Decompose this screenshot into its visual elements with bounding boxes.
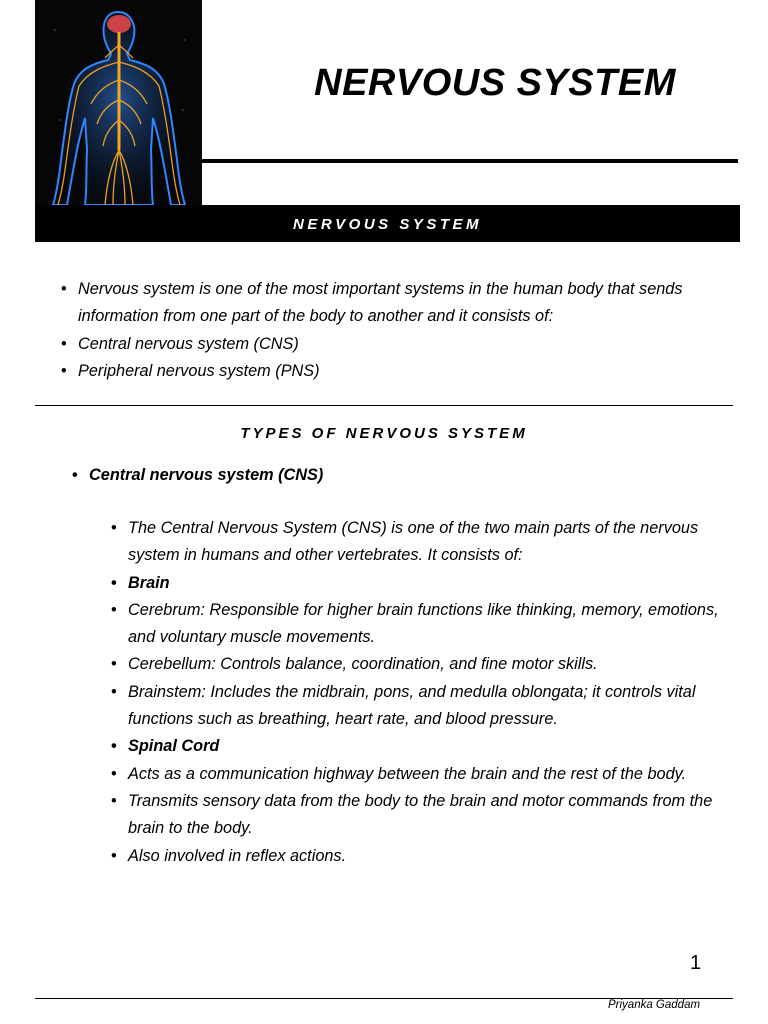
cns-detail-list [128, 515, 733, 870]
types-heading: TYPES OF NERVOUS SYSTEM [240, 425, 528, 442]
list-item: • Central nervous system (CNS) [78, 331, 743, 358]
page-number: 1 [690, 952, 702, 974]
section-banner: NERVOUS SYSTEM [35, 205, 740, 242]
list-item: • Cerebellum: Controls balance, coordination, and fine motor skills. [128, 651, 733, 678]
page-title: NERVOUS SYSTEM [314, 62, 676, 104]
list-item: • The Central Nervous System (CNS) is one of the two main parts of the nervous system in humans and other vertebrates. It consists of: [128, 515, 733, 570]
title-divider [202, 159, 738, 163]
list-item: • Transmits sensory data from the body to the brain and motor commands from the brain to the body. [128, 788, 733, 843]
list-item: • Acts as a communication highway between the brain and the rest of the body. [128, 761, 733, 788]
section-divider [35, 405, 733, 406]
cns-heading-list [89, 462, 689, 489]
footer-author: Priyanka Gaddam [608, 999, 701, 1011]
list-item: • Cerebrum: Responsible for higher brain functions like thinking, memory, emotions, and voluntary muscle movements. [128, 597, 733, 652]
cns-heading: • Central nervous system (CNS) [89, 462, 689, 489]
list-item: • Peripheral nervous system (PNS) [78, 358, 743, 385]
nervous-system-illustration [35, 0, 202, 205]
list-item: • Nervous system is one of the most important systems in the human body that sends information from one part of the body to another and it consists of: [78, 276, 743, 331]
spinal-cord-subheading: • Spinal Cord [128, 733, 733, 760]
human-body-nerves-figure [35, 0, 202, 205]
brain-subheading: • Brain [128, 570, 733, 597]
list-item: • Brainstem: Includes the midbrain, pons, and medulla oblongata; it controls vital functions such as breathing, heart rate, and blood pressure. [128, 679, 733, 734]
list-item: • Also involved in reflex actions. [128, 843, 733, 870]
intro-list [78, 276, 743, 385]
